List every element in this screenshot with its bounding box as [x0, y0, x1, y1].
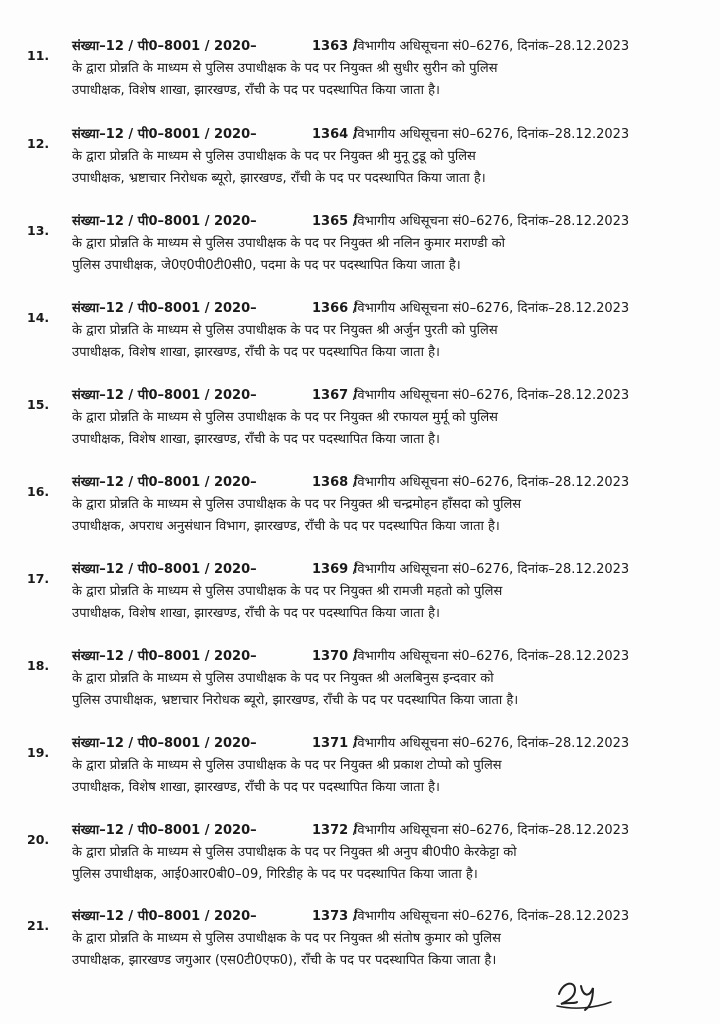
order-entry — [0, 385, 720, 465]
order-number: 1373 / — [312, 909, 358, 924]
entry-line-3: उपाधीक्षक, विशेष शाखा, झारखण्ड, राँची के पद पर पदस्थापित किया जाता है। — [72, 345, 440, 360]
order-number: 1365 / — [312, 214, 358, 229]
entry-line-1 — [72, 820, 640, 842]
order-entry — [0, 36, 720, 116]
entry-line-2: के द्वारा प्रोन्नति के माध्यम से पुलिस उपाधीक्षक के पद पर नियुक्त श्री अलबिनुस इन्दवार को — [72, 671, 494, 686]
entry-line-3: उपाधीक्षक, अपराध अनुसंधान विभाग, झारखण्ड, राँची के पद पर पदस्थापित किया जाता है। — [72, 519, 500, 534]
order-number: 1363 / — [312, 39, 358, 54]
entry-number: 19. — [27, 745, 50, 760]
entry-line-1 — [72, 385, 640, 407]
reference-number: संख्या–12 / पी0–8001 / 2020– — [72, 736, 257, 751]
reference-number: संख्या–12 / पी0–8001 / 2020– — [72, 562, 257, 577]
entry-line-1 — [72, 36, 640, 58]
entry-line-2: के द्वारा प्रोन्नति के माध्यम से पुलिस उपाधीक्षक के पद पर नियुक्त श्री रामजी महतो को पुलिस — [72, 584, 503, 599]
entry-line-1 — [72, 298, 640, 320]
notification-reference: विभागीय अधिसूचना सं0–6276, दिनांक–28.12.2023 — [354, 214, 630, 229]
entry-line-1 — [72, 559, 640, 581]
reference-number: संख्या–12 / पी0–8001 / 2020– — [72, 39, 257, 54]
entry-number: 15. — [27, 397, 50, 412]
entry-line-2: के द्वारा प्रोन्नति के माध्यम से पुलिस उपाधीक्षक के पद पर नियुक्त श्री संतोष कुमार को पुलिस — [72, 931, 501, 946]
entry-line-1 — [72, 733, 640, 755]
order-number: 1371 / — [312, 736, 358, 751]
signature-initials — [555, 972, 615, 1012]
entry-line-3: उपाधीक्षक, भ्रष्टाचार निरोधक ब्यूरो, झारखण्ड, राँची के पद पर पदस्थापित किया जाता है। — [72, 171, 486, 186]
order-entry — [0, 733, 720, 813]
order-number: 1368 / — [312, 475, 358, 490]
entry-number: 21. — [27, 918, 50, 933]
entry-line-3: उपाधीक्षक, विशेष शाखा, झारखण्ड, राँची के पद पर पदस्थापित किया जाता है। — [72, 606, 440, 621]
notification-reference: विभागीय अधिसूचना सं0–6276, दिनांक–28.12.2023 — [354, 388, 630, 403]
entry-line-2: के द्वारा प्रोन्नति के माध्यम से पुलिस उपाधीक्षक के पद पर नियुक्त श्री मुनू टुडू को पुलिस — [72, 149, 476, 164]
entry-line-2: के द्वारा प्रोन्नति के माध्यम से पुलिस उपाधीक्षक के पद पर नियुक्त श्री रफायल मुर्मू को पुलिस — [72, 410, 498, 425]
entry-line-2: के द्वारा प्रोन्नति के माध्यम से पुलिस उपाधीक्षक के पद पर नियुक्त श्री सुधीर सुरीन को पुलिस — [72, 61, 498, 76]
reference-number: संख्या–12 / पी0–8001 / 2020– — [72, 127, 257, 142]
entry-number: 13. — [27, 223, 50, 238]
reference-number: संख्या–12 / पी0–8001 / 2020– — [72, 649, 257, 664]
entry-number: 18. — [27, 658, 50, 673]
entry-line-3: उपाधीक्षक, विशेष शाखा, झारखण्ड, राँची के पद पर पदस्थापित किया जाता है। — [72, 432, 440, 447]
notification-reference: विभागीय अधिसूचना सं0–6276, दिनांक–28.12.2023 — [354, 736, 630, 751]
order-entry — [0, 211, 720, 291]
notification-reference: विभागीय अधिसूचना सं0–6276, दिनांक–28.12.2023 — [354, 562, 630, 577]
reference-number: संख्या–12 / पी0–8001 / 2020– — [72, 823, 257, 838]
entry-line-3: उपाधीक्षक, विशेष शाखा, झारखण्ड, राँची के पद पर पदस्थापित किया जाता है। — [72, 780, 440, 795]
entry-line-3: पुलिस उपाधीक्षक, जे0ए0पी0टी0सी0, पदमा के पद पर पदस्थापित किया जाता है। — [72, 258, 461, 273]
order-number: 1366 / — [312, 301, 358, 316]
entry-line-1 — [72, 211, 640, 233]
reference-number: संख्या–12 / पी0–8001 / 2020– — [72, 388, 257, 403]
entry-line-3: पुलिस उपाधीक्षक, आई0आर0बी0–09, गिरिडीह के पद पर पदस्थापित किया जाता है। — [72, 867, 478, 882]
order-number: 1367 / — [312, 388, 358, 403]
entry-line-3: उपाधीक्षक, विशेष शाखा, झारखण्ड, राँची के पद पर पदस्थापित किया जाता है। — [72, 83, 440, 98]
entry-line-2: के द्वारा प्रोन्नति के माध्यम से पुलिस उपाधीक्षक के पद पर नियुक्त श्री प्रकाश टोप्पो को पुलिस — [72, 758, 502, 773]
entry-number: 20. — [27, 832, 50, 847]
notification-reference: विभागीय अधिसूचना सं0–6276, दिनांक–28.12.2023 — [354, 909, 630, 924]
order-entry — [0, 472, 720, 552]
entry-line-1 — [72, 646, 640, 668]
order-number: 1370 / — [312, 649, 358, 664]
notification-reference: विभागीय अधिसूचना सं0–6276, दिनांक–28.12.2023 — [354, 823, 630, 838]
entry-number: 14. — [27, 310, 50, 325]
entry-number: 16. — [27, 484, 50, 499]
entry-number: 11. — [27, 48, 50, 63]
reference-number: संख्या–12 / पी0–8001 / 2020– — [72, 301, 257, 316]
order-number: 1372 / — [312, 823, 358, 838]
entry-line-1 — [72, 472, 640, 494]
order-entry — [0, 298, 720, 378]
order-entry — [0, 124, 720, 204]
notification-reference: विभागीय अधिसूचना सं0–6276, दिनांक–28.12.2023 — [354, 39, 630, 54]
entry-number: 17. — [27, 571, 50, 586]
entry-line-3: पुलिस उपाधीक्षक, भ्रष्टाचार निरोधक ब्यूरो, झारखण्ड, राँची के पद पर पदस्थापित किया जाता है। — [72, 693, 519, 708]
order-number: 1364 / — [312, 127, 358, 142]
reference-number: संख्या–12 / पी0–8001 / 2020– — [72, 475, 257, 490]
entry-line-2: के द्वारा प्रोन्नति के माध्यम से पुलिस उपाधीक्षक के पद पर नियुक्त श्री नलिन कुमार मराण्डी को — [72, 236, 505, 251]
reference-number: संख्या–12 / पी0–8001 / 2020– — [72, 214, 257, 229]
order-entry — [0, 820, 720, 900]
order-entry — [0, 646, 720, 726]
reference-number: संख्या–12 / पी0–8001 / 2020– — [72, 909, 257, 924]
notification-reference: विभागीय अधिसूचना सं0–6276, दिनांक–28.12.2023 — [354, 301, 630, 316]
entry-line-1 — [72, 906, 640, 928]
entry-line-1 — [72, 124, 640, 146]
order-number: 1369 / — [312, 562, 358, 577]
entry-line-2: के द्वारा प्रोन्नति के माध्यम से पुलिस उपाधीक्षक के पद पर नियुक्त श्री अर्जुन पुरती को पुलिस — [72, 323, 498, 338]
notification-reference: विभागीय अधिसूचना सं0–6276, दिनांक–28.12.2023 — [354, 127, 630, 142]
order-entry — [0, 559, 720, 639]
notification-reference: विभागीय अधिसूचना सं0–6276, दिनांक–28.12.2023 — [354, 649, 630, 664]
entry-line-3: उपाधीक्षक, झारखण्ड जगुआर (एस0टी0एफ0), राँची के पद पर पदस्थापित किया जाता है। — [72, 953, 497, 968]
entry-line-2: के द्वारा प्रोन्नति के माध्यम से पुलिस उपाधीक्षक के पद पर नियुक्त श्री अनुप बी0पी0 केरकेट्टा को — [72, 845, 517, 860]
entry-number: 12. — [27, 136, 50, 151]
notification-reference: विभागीय अधिसूचना सं0–6276, दिनांक–28.12.2023 — [354, 475, 630, 490]
entry-line-2: के द्वारा प्रोन्नति के माध्यम से पुलिस उपाधीक्षक के पद पर नियुक्त श्री चन्द्रमोहन हाँसदा को पुलिस — [72, 497, 522, 512]
